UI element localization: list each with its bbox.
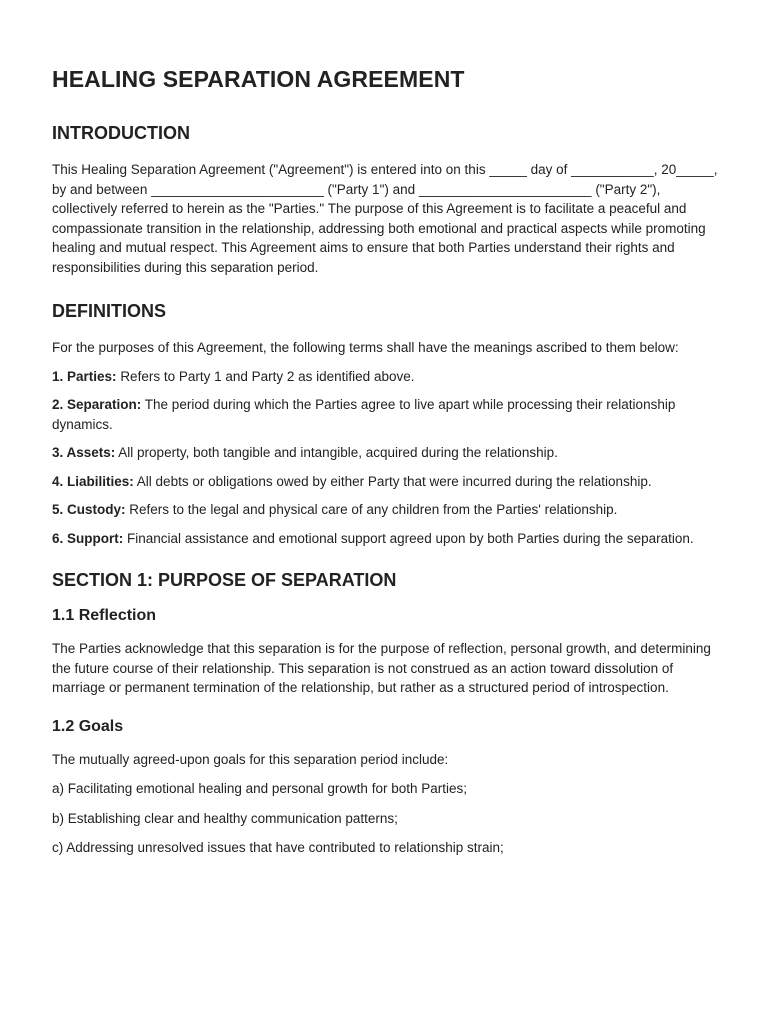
definition-text: The period during which the Parties agree to live apart while processing their relationship dynamics. bbox=[52, 397, 676, 432]
definition-item bbox=[52, 443, 724, 463]
introduction-text: This Healing Separation Agreement ("Agreement") is entered into on this _____ day of ___________, 20_____, by and between _______________________ ("Party 1") and _______________________ ("Party 2"), collectively referred to herein as the "Parties." The purpose of this Agreement is to facilitate a peaceful and compassionate transition in the relationship, addressing both emotional and practical aspects while promoting healing and mutual respect. This Agreement aims to ensure that both Parties understand their rights and responsibilities during this separation period. bbox=[52, 162, 718, 275]
goals-heading: 1.2 Goals bbox=[52, 717, 124, 735]
goal-item: a) Facilitating emotional healing and personal growth for both Parties; bbox=[52, 781, 467, 796]
document-title: HEALING SEPARATION AGREEMENT bbox=[52, 66, 465, 92]
definition-text: Refers to Party 1 and Party 2 as identified above. bbox=[120, 368, 415, 384]
definition-term: 4. Liabilities: bbox=[52, 473, 134, 489]
definition-text: All property, both tangible and intangible, acquired during the relationship. bbox=[118, 445, 558, 460]
reflection-text: The Parties acknowledge that this separation is for the purpose of reflection, personal growth, and determining the future course of their relationship. This separation is not construed as an action toward dissolution of marriage or permanent termination of the relationship, but rather as a structured period of introspection. bbox=[52, 641, 711, 695]
definition-text: Financial assistance and emotional support agreed upon by both Parties during the separation. bbox=[127, 530, 694, 546]
definition-item bbox=[52, 367, 724, 387]
section1-heading: SECTION 1: PURPOSE OF SEPARATION bbox=[52, 570, 397, 590]
definition-text: Refers to the legal and physical care of any children from the Parties' relationship. bbox=[129, 502, 618, 517]
definition-term: 3. Assets: bbox=[52, 445, 116, 460]
definition-item bbox=[52, 529, 724, 549]
definition-term: 2. Separation: bbox=[52, 397, 142, 412]
definition-term: 6. Support: bbox=[52, 530, 124, 546]
definition-term: 1. Parties: bbox=[52, 368, 117, 384]
definitions-lead: For the purposes of this Agreement, the following terms shall have the meanings ascribed to them below: bbox=[52, 340, 679, 355]
definition-text: All debts or obligations owed by either Party that were incurred during the relationship. bbox=[136, 473, 652, 489]
goal-item: c) Addressing unresolved issues that have contributed to relationship strain; bbox=[52, 840, 504, 855]
goals-lead: The mutually agreed-upon goals for this separation period include: bbox=[52, 751, 449, 767]
definition-item bbox=[52, 472, 724, 492]
definition-item bbox=[52, 500, 724, 520]
definition-term: 5. Custody: bbox=[52, 502, 126, 517]
definition-item bbox=[52, 395, 724, 434]
document-page bbox=[52, 66, 724, 868]
reflection-heading: 1.1 Reflection bbox=[52, 607, 157, 624]
definitions-heading: DEFINITIONS bbox=[52, 301, 167, 321]
introduction-heading: INTRODUCTION bbox=[52, 123, 190, 143]
goal-item: b) Establishing clear and healthy communication patterns; bbox=[52, 810, 398, 826]
